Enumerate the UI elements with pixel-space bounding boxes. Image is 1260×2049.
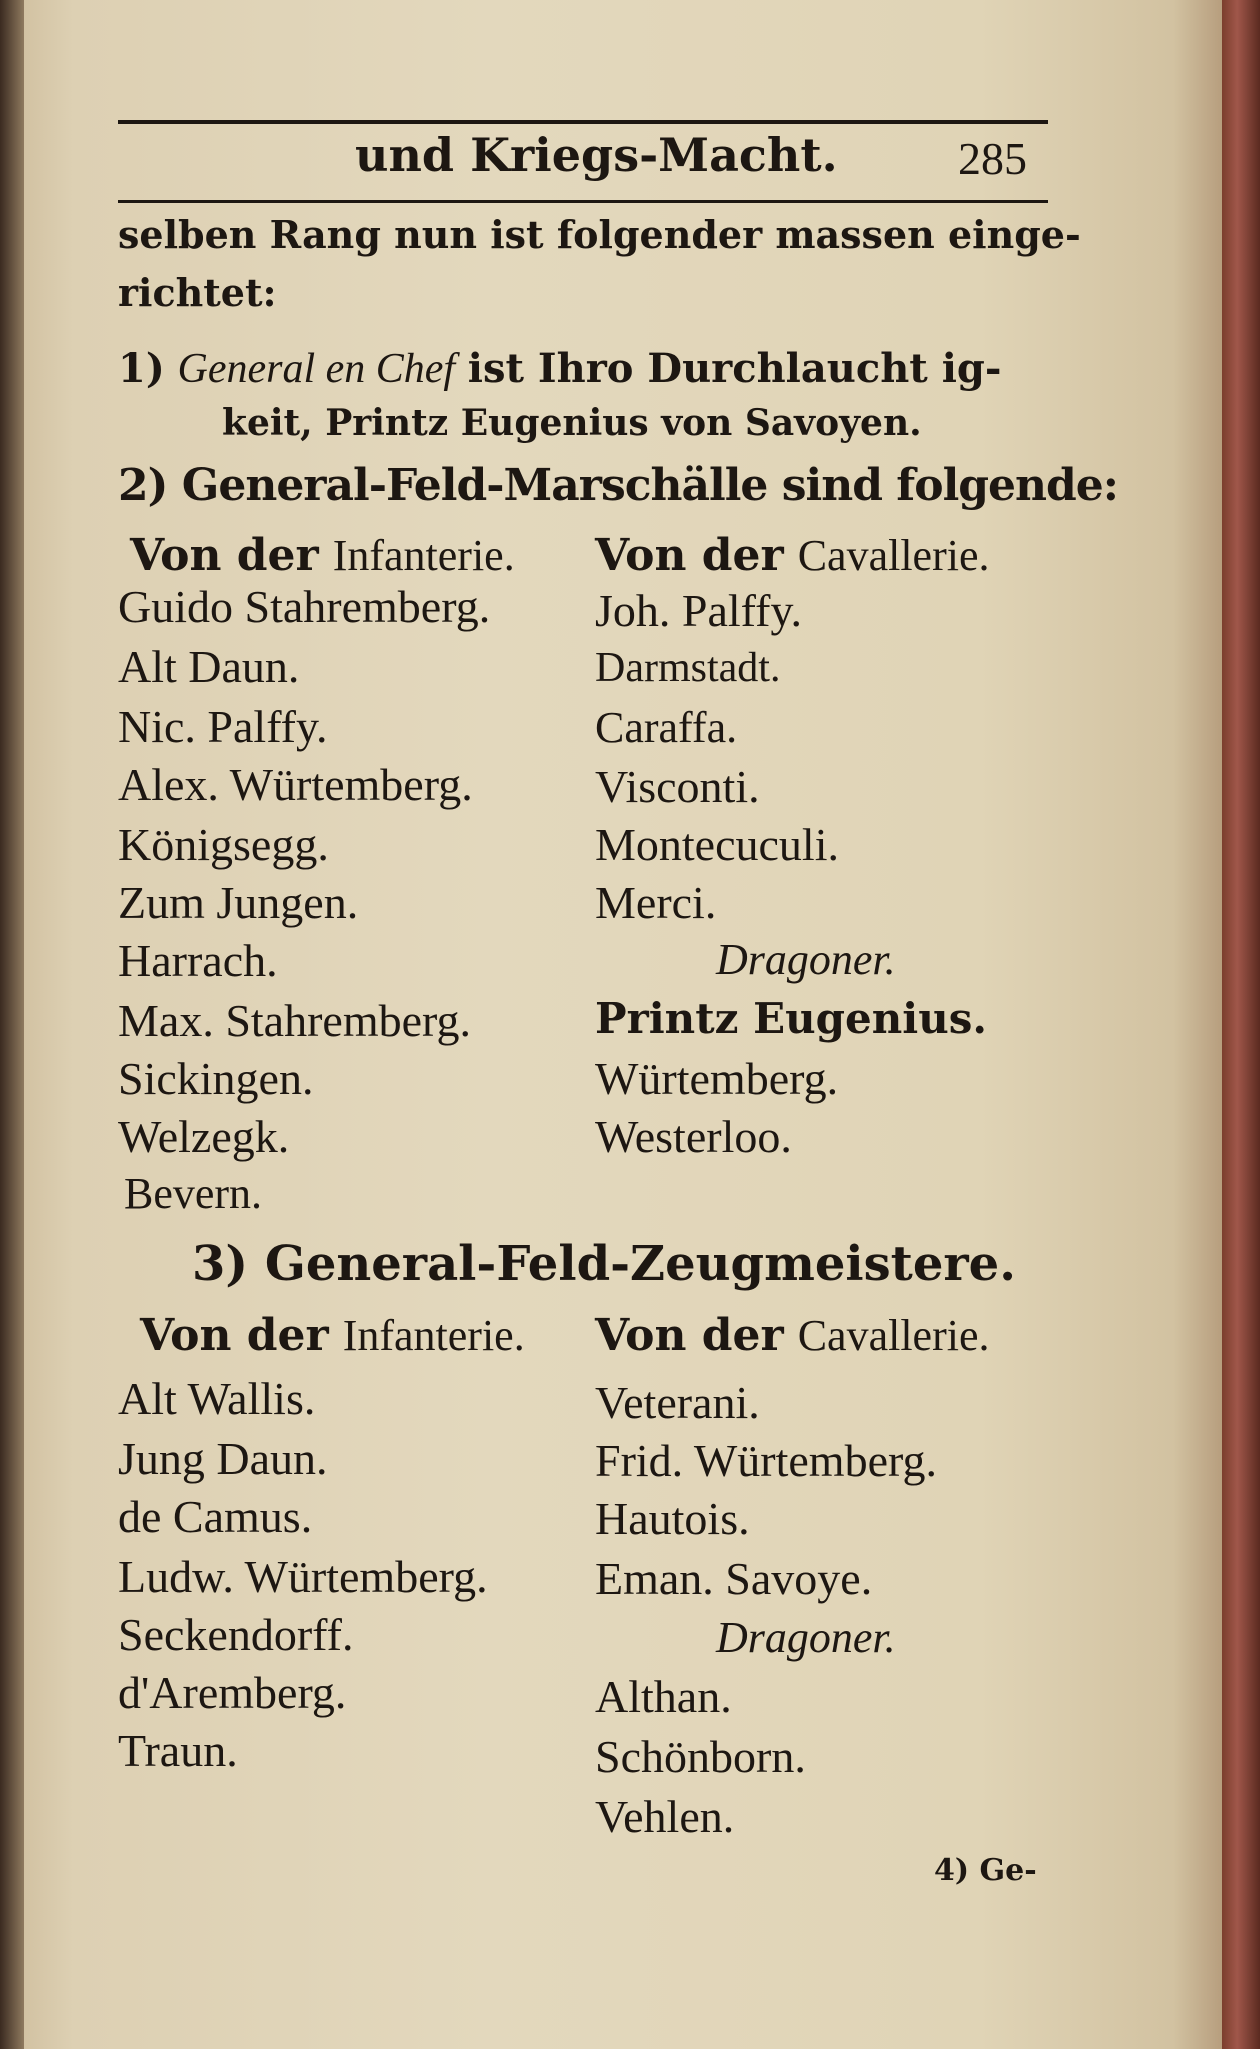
list-item: Ludw. Würtemberg. — [118, 1551, 488, 1602]
header-latin: Cavallerie. — [797, 1311, 990, 1360]
section-2-right-header — [595, 530, 990, 581]
list-item: Merci. — [595, 877, 717, 928]
list-item: Traun. — [118, 1725, 238, 1776]
list-item: d'Aremberg. — [118, 1667, 347, 1718]
header-latin: Infanterie. — [332, 531, 515, 580]
list-item: Königsegg. — [118, 819, 329, 870]
list-item: Nic. Palffy. — [118, 701, 328, 752]
dragoner-subheader: Dragoner. — [716, 935, 896, 984]
intro-line-2: richtet: — [118, 270, 277, 315]
list-item: Harrach. — [118, 935, 278, 986]
list-item: Alt Wallis. — [118, 1373, 316, 1424]
list-item: Zum Jungen. — [118, 877, 359, 928]
list-item: Alt Daun. — [118, 641, 300, 692]
list-item: Eman. Savoye. — [595, 1553, 873, 1604]
list-item: Alex. Würtemberg. — [118, 759, 473, 810]
list-item: Welzegk. — [118, 1111, 290, 1162]
page-gutter — [0, 0, 24, 2049]
list-item: Joh. Palffy. — [595, 585, 802, 636]
item-1-line-2: keit, Printz Eugenius von Savoyen. — [222, 402, 922, 444]
list-item: Schönborn. — [595, 1731, 806, 1782]
list-item: Montecuculi. — [595, 819, 839, 870]
list-item: Westerloo. — [595, 1111, 792, 1162]
header-rule-bottom — [118, 200, 1048, 203]
list-item: Vehlen. — [595, 1791, 735, 1842]
header-fraktur: Von der — [595, 530, 784, 581]
list-item: Veterani. — [595, 1377, 760, 1428]
list-item: Caraffa. — [595, 703, 738, 752]
list-item: Max. Stahremberg. — [118, 995, 472, 1046]
list-item: Frid. Würtemberg. — [595, 1435, 937, 1486]
section-2-left-header — [130, 530, 515, 581]
list-item: Jung Daun. — [118, 1433, 328, 1484]
list-item: Sickingen. — [118, 1053, 314, 1104]
page-number: 285 — [958, 133, 1027, 184]
list-item: Guido Stahremberg. — [118, 581, 491, 632]
item-1-text: ist Ihro Durchlaucht ig- — [467, 345, 1002, 392]
dragoner-subheader: Dragoner. — [716, 1613, 896, 1662]
header-fraktur: Von der — [140, 1310, 329, 1361]
page-edge — [1222, 0, 1260, 2049]
list-item: Printz Eugenius. — [595, 994, 988, 1043]
list-item: Bevern. — [124, 1169, 263, 1218]
list-item: Würtemberg. — [595, 1053, 839, 1104]
header-latin: Cavallerie. — [797, 531, 990, 580]
list-item: Althan. — [595, 1671, 732, 1722]
header-rule-top — [118, 120, 1048, 124]
item-1 — [118, 345, 1001, 393]
intro-line-1: selben Rang nun ist folgender massen einge- — [118, 212, 1081, 257]
item-1-number: 1) — [118, 345, 165, 392]
section-3-left-header — [140, 1310, 525, 1361]
section-3-right-header — [595, 1310, 990, 1361]
header-fraktur: Von der — [130, 530, 319, 581]
catchword: 4) Ge- — [934, 1853, 1037, 1888]
list-item: Darmstadt. — [595, 645, 781, 691]
list-item: Visconti. — [595, 761, 760, 812]
header-latin: Infanterie. — [342, 1311, 525, 1360]
list-item: Hautois. — [595, 1493, 750, 1544]
item-1-title: General en Chef — [177, 346, 456, 392]
section-2-title: 2) General-Feld-Marschälle sind folgende: — [118, 460, 1119, 511]
header-fraktur: Von der — [595, 1310, 784, 1361]
section-3-title: 3) General-Feld-Zeugmeistere. — [192, 1236, 1016, 1292]
running-title: und Kriegs-Macht. — [355, 128, 838, 182]
list-item: de Camus. — [118, 1491, 313, 1542]
list-item: Seckendorff. — [118, 1609, 354, 1660]
